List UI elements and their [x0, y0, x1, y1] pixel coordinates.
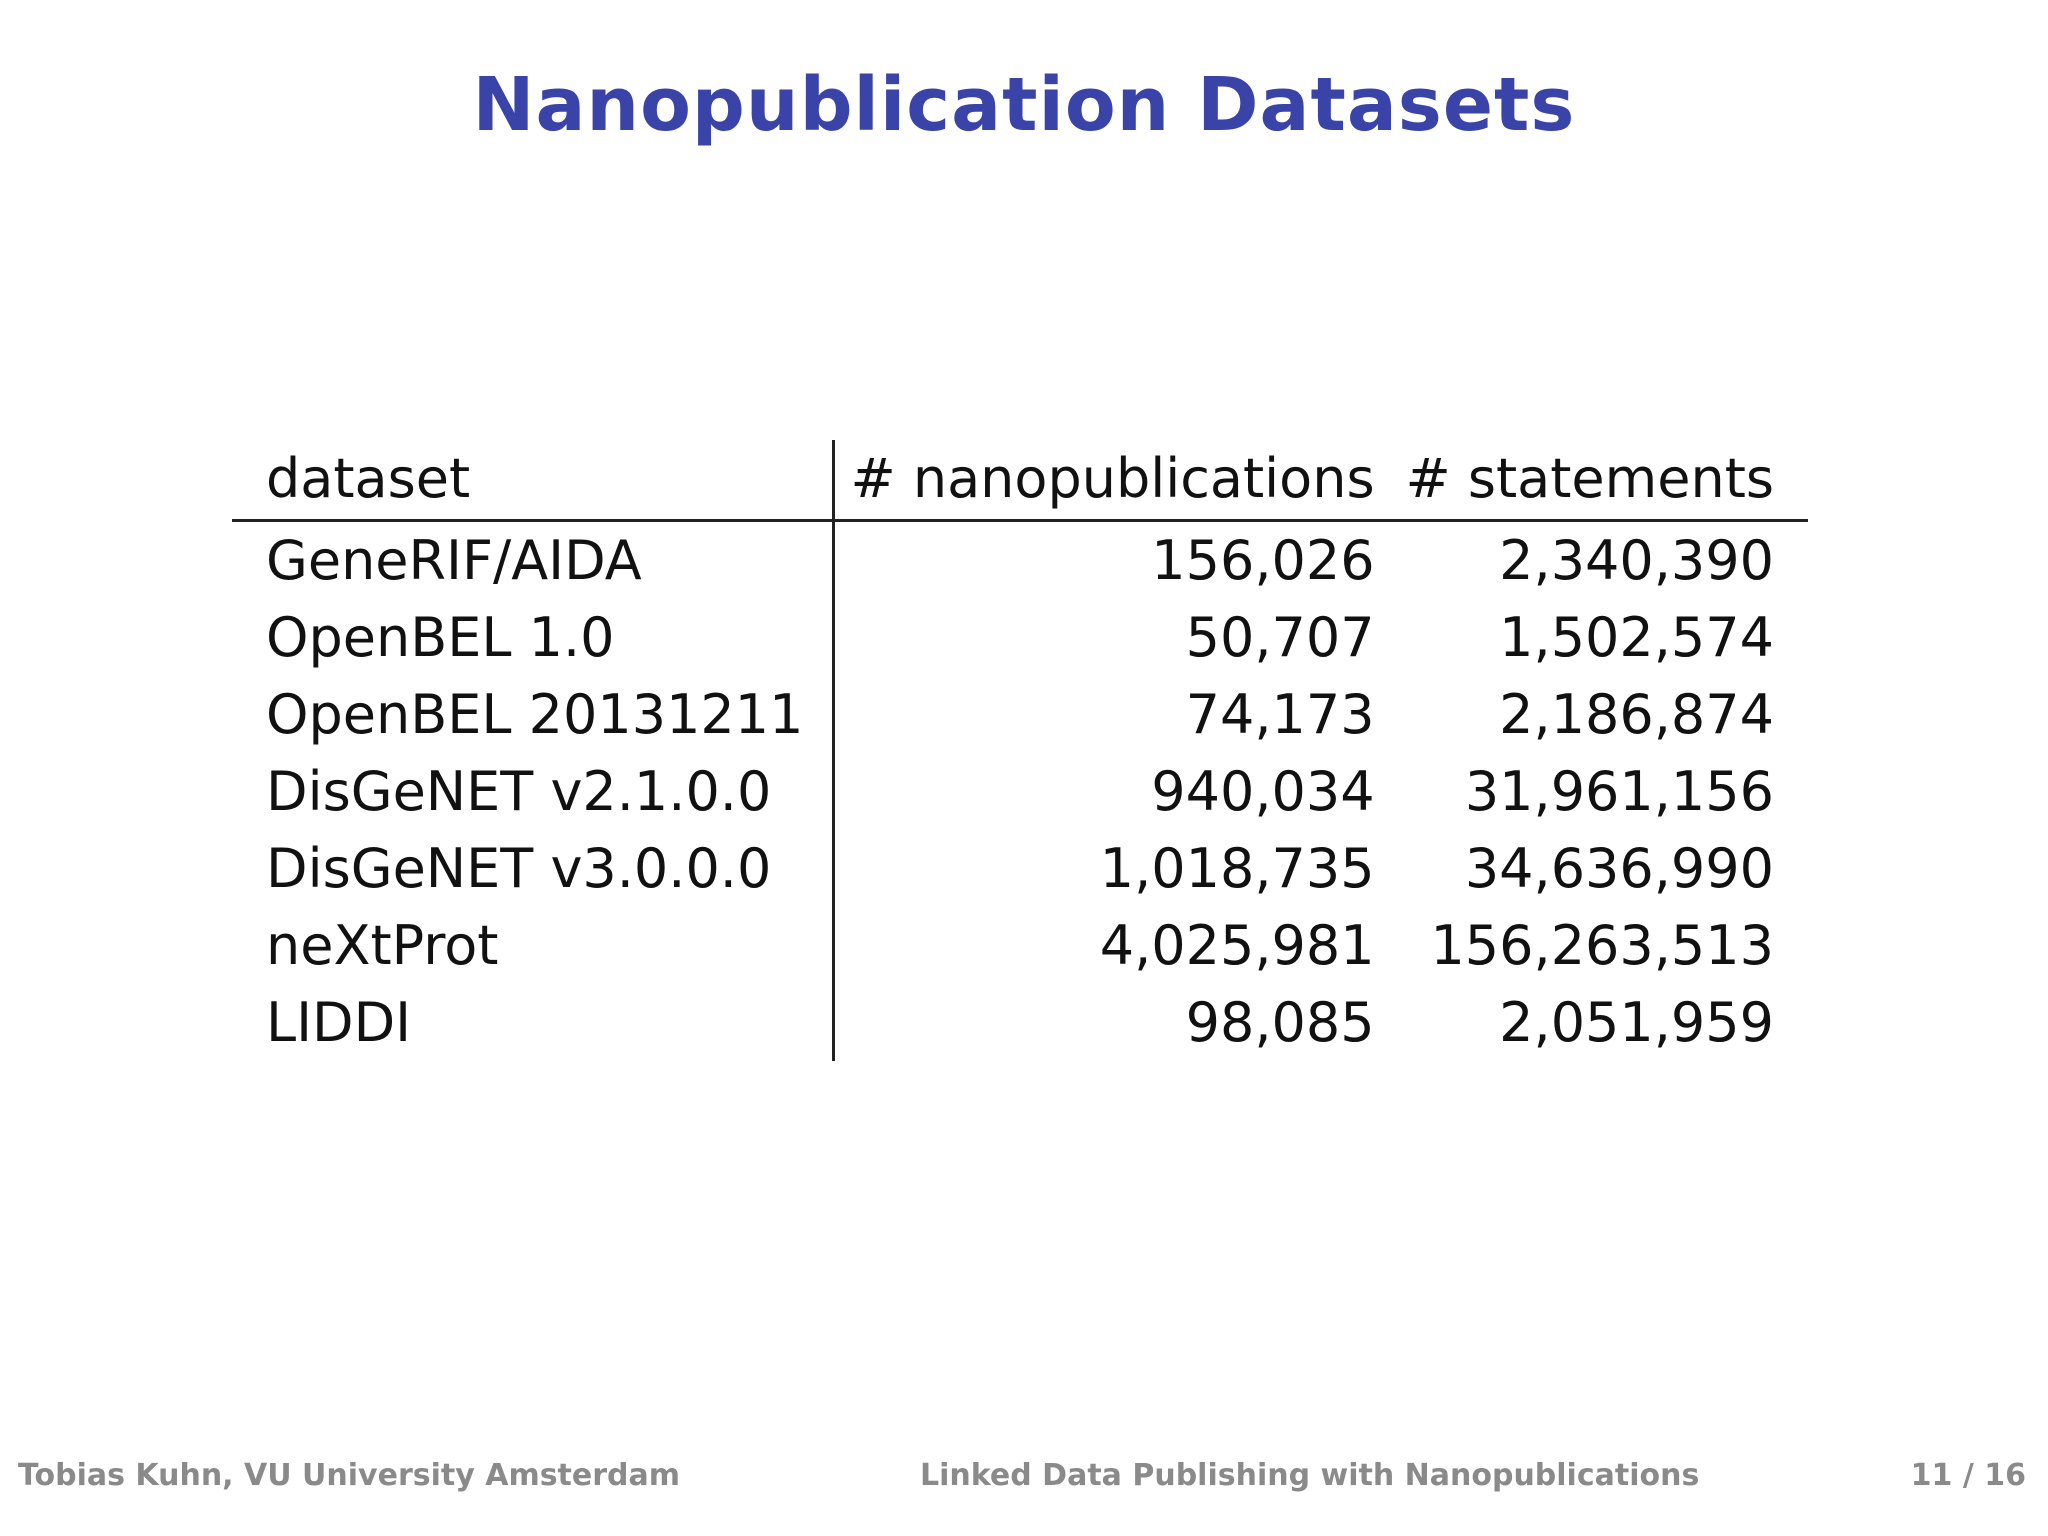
cell-dataset: GeneRIF/AIDA — [232, 521, 833, 600]
table-row — [232, 521, 1808, 600]
cell-nanopublications: 50,707 — [1185, 606, 1375, 669]
table-row — [232, 984, 1808, 1061]
datasets-table — [232, 440, 1808, 1061]
table-row — [232, 907, 1808, 984]
cell-nanopublications: 1,018,735 — [1099, 837, 1375, 900]
table-row — [232, 753, 1808, 830]
cell-dataset: OpenBEL 20131211 — [232, 676, 833, 753]
footer-author: Tobias Kuhn, VU University Amsterdam — [18, 1458, 681, 1493]
cell-dataset: DisGeNET v3.0.0.0 — [232, 830, 833, 907]
cell-statements: 34,636,990 — [1464, 837, 1774, 900]
table-row — [232, 599, 1808, 676]
cell-statements: 2,051,959 — [1499, 991, 1774, 1054]
header-statements: # statements — [1405, 447, 1774, 510]
header-dataset: dataset — [232, 440, 833, 521]
slide-title: Nanopublication Datasets — [472, 62, 1576, 148]
cell-statements: 156,263,513 — [1430, 914, 1774, 977]
cell-nanopublications: 156,026 — [1151, 529, 1375, 592]
cell-dataset: OpenBEL 1.0 — [232, 599, 833, 676]
cell-statements: 2,340,390 — [1499, 529, 1774, 592]
cell-dataset: LIDDI — [232, 984, 833, 1061]
cell-nanopublications: 940,034 — [1151, 760, 1375, 823]
table-header-row — [232, 440, 1808, 521]
cell-statements: 2,186,874 — [1499, 683, 1774, 746]
footer-page-number: 11 / 16 — [1910, 1458, 2026, 1493]
table-row — [232, 830, 1808, 907]
cell-statements: 31,961,156 — [1464, 760, 1774, 823]
cell-dataset: neXtProt — [232, 907, 833, 984]
cell-nanopublications: 98,085 — [1185, 991, 1375, 1054]
footer-talk-title: Linked Data Publishing with Nanopublications — [920, 1458, 1700, 1493]
cell-statements: 1,502,574 — [1499, 606, 1774, 669]
cell-nanopublications: 4,025,981 — [1099, 914, 1375, 977]
header-nanopublications: # nanopublications — [850, 447, 1375, 510]
table-row — [232, 676, 1808, 753]
cell-nanopublications: 74,173 — [1185, 683, 1375, 746]
datasets-table-container — [232, 440, 1808, 1061]
cell-dataset: DisGeNET v2.1.0.0 — [232, 753, 833, 830]
